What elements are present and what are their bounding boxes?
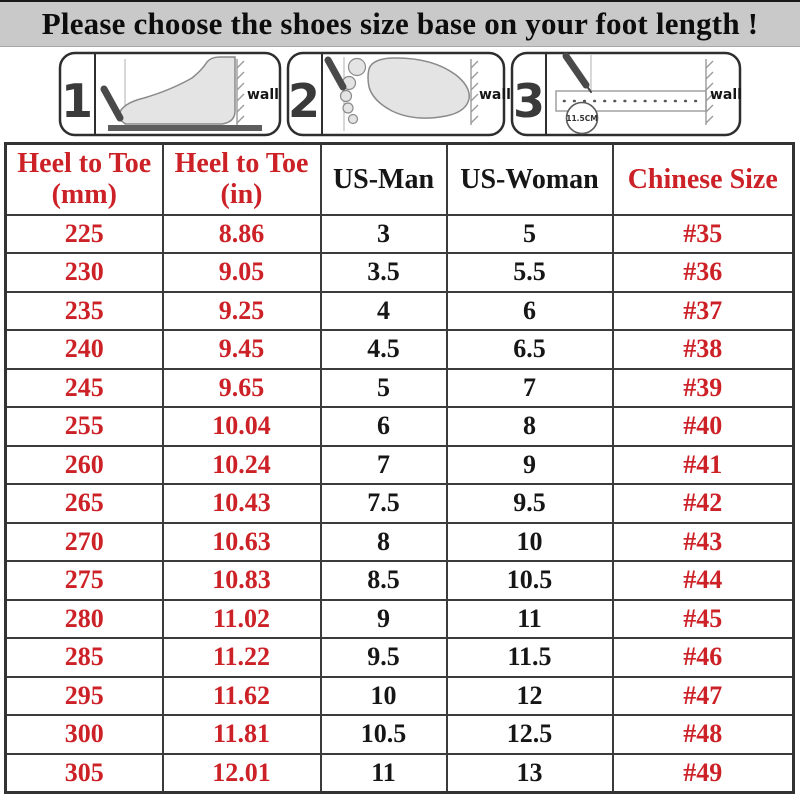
table-cell: 245 [6, 369, 163, 408]
header-line1: US-Man [332, 163, 435, 195]
size-table-body [6, 215, 794, 793]
big-toe-icon [349, 59, 366, 76]
table-row [6, 215, 794, 254]
table-cell: 11.02 [163, 600, 321, 639]
table-cell: 10.04 [163, 407, 321, 446]
table-cell: 6 [321, 407, 447, 446]
table-header-chinese-size [613, 144, 794, 215]
table-row [6, 330, 794, 369]
measurement-steps-illustration [0, 47, 800, 142]
table-row [6, 407, 794, 446]
table-cell: 8.5 [321, 561, 447, 600]
table-cell: 3.5 [321, 253, 447, 292]
step-2-box [288, 53, 511, 135]
table-cell: 11 [321, 754, 447, 793]
table-cell: 265 [6, 484, 163, 523]
measurement-steps-svg [0, 47, 800, 142]
table-cell: #47 [613, 677, 794, 716]
table-cell: 10.63 [163, 523, 321, 562]
table-cell: 235 [6, 292, 163, 331]
step-1-number: 1 [60, 74, 94, 128]
table-cell: 10.43 [163, 484, 321, 523]
table-header-row [6, 144, 794, 215]
header-line2: (mm) [51, 179, 117, 211]
table-row [6, 715, 794, 754]
table-cell: 11.22 [163, 638, 321, 677]
table-cell: 275 [6, 561, 163, 600]
table-cell: 225 [6, 215, 163, 254]
table-cell: 240 [6, 330, 163, 369]
table-cell: #36 [613, 253, 794, 292]
table-cell: #41 [613, 446, 794, 485]
table-cell: 260 [6, 446, 163, 485]
table-cell: #45 [613, 600, 794, 639]
table-cell: 4 [321, 292, 447, 331]
table-cell: 285 [6, 638, 163, 677]
table-cell: 4.5 [321, 330, 447, 369]
wall-label: wall [247, 87, 279, 103]
table-cell: 11.81 [163, 715, 321, 754]
table-header-heel-to-toe-mm [6, 144, 163, 215]
table-cell: 12 [447, 677, 613, 716]
table-cell: #46 [613, 638, 794, 677]
toe-icon [341, 91, 352, 102]
header-line1: Heel to Toe [174, 147, 309, 179]
table-row [6, 484, 794, 523]
table-cell: 5 [321, 369, 447, 408]
step-2-number: 2 [287, 74, 321, 128]
measurement-value-label: 11.5CM [566, 114, 598, 123]
table-cell: 12.01 [163, 754, 321, 793]
table-cell: 6 [447, 292, 613, 331]
step-3-box [512, 53, 742, 135]
table-cell: 8.86 [163, 215, 321, 254]
table-cell: 8 [321, 523, 447, 562]
table-cell: 7.5 [321, 484, 447, 523]
table-cell: 13 [447, 754, 613, 793]
header-line2: (in) [220, 179, 263, 211]
table-cell: 5.5 [447, 253, 613, 292]
size-table [4, 142, 795, 794]
table-cell: #49 [613, 754, 794, 793]
table-cell: #35 [613, 215, 794, 254]
table-cell: 3 [321, 215, 447, 254]
header-line1: Chinese Size [627, 163, 778, 195]
table-cell: #48 [613, 715, 794, 754]
table-row [6, 253, 794, 292]
page-title: Please choose the shoes size base on your foot length ! [41, 6, 759, 41]
title-banner [0, 0, 800, 47]
table-cell: #40 [613, 407, 794, 446]
table-cell: 9.25 [163, 292, 321, 331]
table-cell: #42 [613, 484, 794, 523]
table-cell: 11 [447, 600, 613, 639]
table-cell: 10 [321, 677, 447, 716]
table-cell: 10.24 [163, 446, 321, 485]
table-cell: 270 [6, 523, 163, 562]
table-cell: 9 [321, 600, 447, 639]
table-cell: 300 [6, 715, 163, 754]
table-cell: 10.83 [163, 561, 321, 600]
header-line1: US-Woman [460, 163, 599, 195]
table-cell: 11.5 [447, 638, 613, 677]
table-cell: #37 [613, 292, 794, 331]
table-cell: 9 [447, 446, 613, 485]
table-cell: 10.5 [447, 561, 613, 600]
table-cell: #39 [613, 369, 794, 408]
table-cell: #38 [613, 330, 794, 369]
toe-icon [343, 103, 353, 113]
table-row [6, 677, 794, 716]
table-cell: 10.5 [321, 715, 447, 754]
table-cell: 230 [6, 253, 163, 292]
table-cell: 9.5 [447, 484, 613, 523]
table-header-heel-to-toe-in [163, 144, 321, 215]
step-1-box [60, 53, 280, 135]
table-cell: 9.05 [163, 253, 321, 292]
table-cell: #44 [613, 561, 794, 600]
table-row [6, 754, 794, 793]
wall-label: wall [710, 87, 742, 103]
table-row [6, 600, 794, 639]
toe-icon [349, 115, 358, 124]
ground-line [108, 125, 262, 131]
header-line1: Heel to Toe [17, 147, 152, 179]
table-row [6, 638, 794, 677]
table-row [6, 369, 794, 408]
table-cell: 10 [447, 523, 613, 562]
table-cell: 280 [6, 600, 163, 639]
table-cell: 9.45 [163, 330, 321, 369]
table-cell: 12.5 [447, 715, 613, 754]
table-cell: 255 [6, 407, 163, 446]
table-header-us-man [321, 144, 447, 215]
table-row [6, 446, 794, 485]
table-row [6, 561, 794, 600]
table-cell: 9.65 [163, 369, 321, 408]
table-header-us-woman [447, 144, 613, 215]
table-row [6, 292, 794, 331]
table-cell: 9.5 [321, 638, 447, 677]
table-cell: 7 [447, 369, 613, 408]
table-cell: 11.62 [163, 677, 321, 716]
wall-label: wall [479, 87, 511, 103]
table-cell: 8 [447, 407, 613, 446]
table-row [6, 523, 794, 562]
table-cell: 6.5 [447, 330, 613, 369]
table-cell: 305 [6, 754, 163, 793]
table-cell: 7 [321, 446, 447, 485]
table-cell: #43 [613, 523, 794, 562]
step-3-number: 3 [512, 74, 546, 128]
table-cell: 5 [447, 215, 613, 254]
table-cell: 295 [6, 677, 163, 716]
